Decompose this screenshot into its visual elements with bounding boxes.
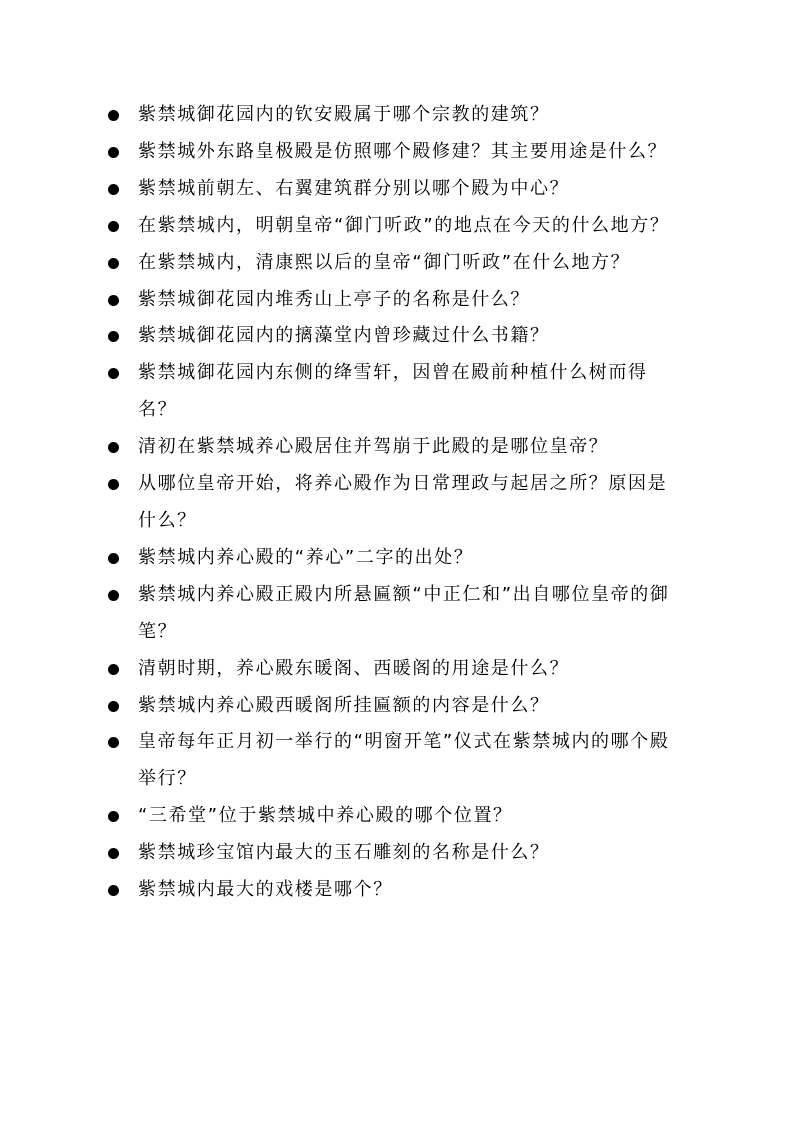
- bullet-icon: [108, 368, 119, 379]
- question-text: 紫禁城珍宝馆内最大的玉石雕刻的名称是什么？: [138, 842, 550, 864]
- question-text: 清初在紫禁城养心殿居住并驾崩于此殿的是哪位皇帝？: [138, 436, 609, 458]
- list-item: [108, 688, 674, 725]
- bullet-icon: [108, 590, 119, 601]
- question-text: 紫禁城前朝左、右翼建筑群分别以哪个殿为中心？: [138, 177, 570, 199]
- list-item: [108, 798, 674, 835]
- bullet-icon: [108, 553, 119, 564]
- bullet-icon: [108, 184, 119, 195]
- question-text: 紫禁城御花园内堆秀山上亭子的名称是什么？: [138, 288, 530, 310]
- bullet-icon: [108, 811, 119, 822]
- bullet-icon: [108, 221, 119, 232]
- bullet-icon: [108, 479, 119, 490]
- list-item: [108, 835, 674, 872]
- question-text: 紫禁城内养心殿西暖阁所挂匾额的内容是什么？: [138, 694, 550, 716]
- list-item: [108, 208, 674, 245]
- list-item: [108, 282, 674, 319]
- question-text: 紫禁城内最大的戏楼是哪个？: [138, 879, 393, 901]
- question-text: 在紫禁城内，明朝皇帝“御门听政”的地点在今天的什么地方？: [138, 214, 670, 236]
- question-list: [108, 97, 674, 909]
- list-item: [108, 577, 674, 651]
- question-text: 清朝时期，养心殿东暖阁、西暖阁的用途是什么？: [138, 657, 570, 679]
- question-text: 在紫禁城内，清康熙以后的皇帝“御门听政”在什么地方？: [138, 251, 631, 273]
- question-text: “三希堂”位于紫禁城中养心殿的哪个位置？: [138, 805, 513, 827]
- question-text: 皇帝每年正月初一举行的“明窗开笔”仪式在紫禁城内的哪个殿举行？: [138, 731, 670, 790]
- list-item: [108, 540, 674, 577]
- list-item: [108, 651, 674, 688]
- question-text: 紫禁城外东路皇极殿是仿照哪个殿修建？其主要用途是什么？: [138, 140, 668, 162]
- question-text: 紫禁城内养心殿的“养心”二字的出处？: [138, 546, 474, 568]
- question-text: 紫禁城御花园内东侧的绛雪轩，因曾在殿前种植什么树而得名？: [138, 362, 648, 421]
- list-item: [108, 245, 674, 282]
- bullet-icon: [108, 442, 119, 453]
- bullet-icon: [108, 258, 119, 269]
- bullet-icon: [108, 147, 119, 158]
- question-text: 紫禁城御花园内的摛藻堂内曾珍藏过什么书籍？: [138, 325, 550, 347]
- bullet-icon: [108, 737, 119, 748]
- bullet-icon: [108, 664, 119, 675]
- list-item: [108, 872, 674, 909]
- list-item: [108, 97, 674, 134]
- question-text: 紫禁城内养心殿正殿内所悬匾额“中正仁和”出自哪位皇帝的御笔？: [138, 583, 670, 642]
- bullet-icon: [108, 848, 119, 859]
- list-item: [108, 429, 674, 466]
- list-item: [108, 134, 674, 171]
- list-item: [108, 466, 674, 540]
- question-text: 从哪位皇帝开始，将养心殿作为日常理政与起居之所？原因是什么？: [138, 473, 668, 531]
- list-item: [108, 355, 674, 429]
- bullet-icon: [108, 110, 119, 121]
- bullet-icon: [108, 701, 119, 712]
- bullet-icon: [108, 331, 119, 342]
- list-item: [108, 318, 674, 355]
- bullet-icon: [108, 885, 119, 896]
- bullet-icon: [108, 295, 119, 306]
- question-text: 紫禁城御花园内的钦安殿属于哪个宗教的建筑？: [138, 104, 550, 125]
- list-item: [108, 724, 674, 798]
- list-item: [108, 171, 674, 208]
